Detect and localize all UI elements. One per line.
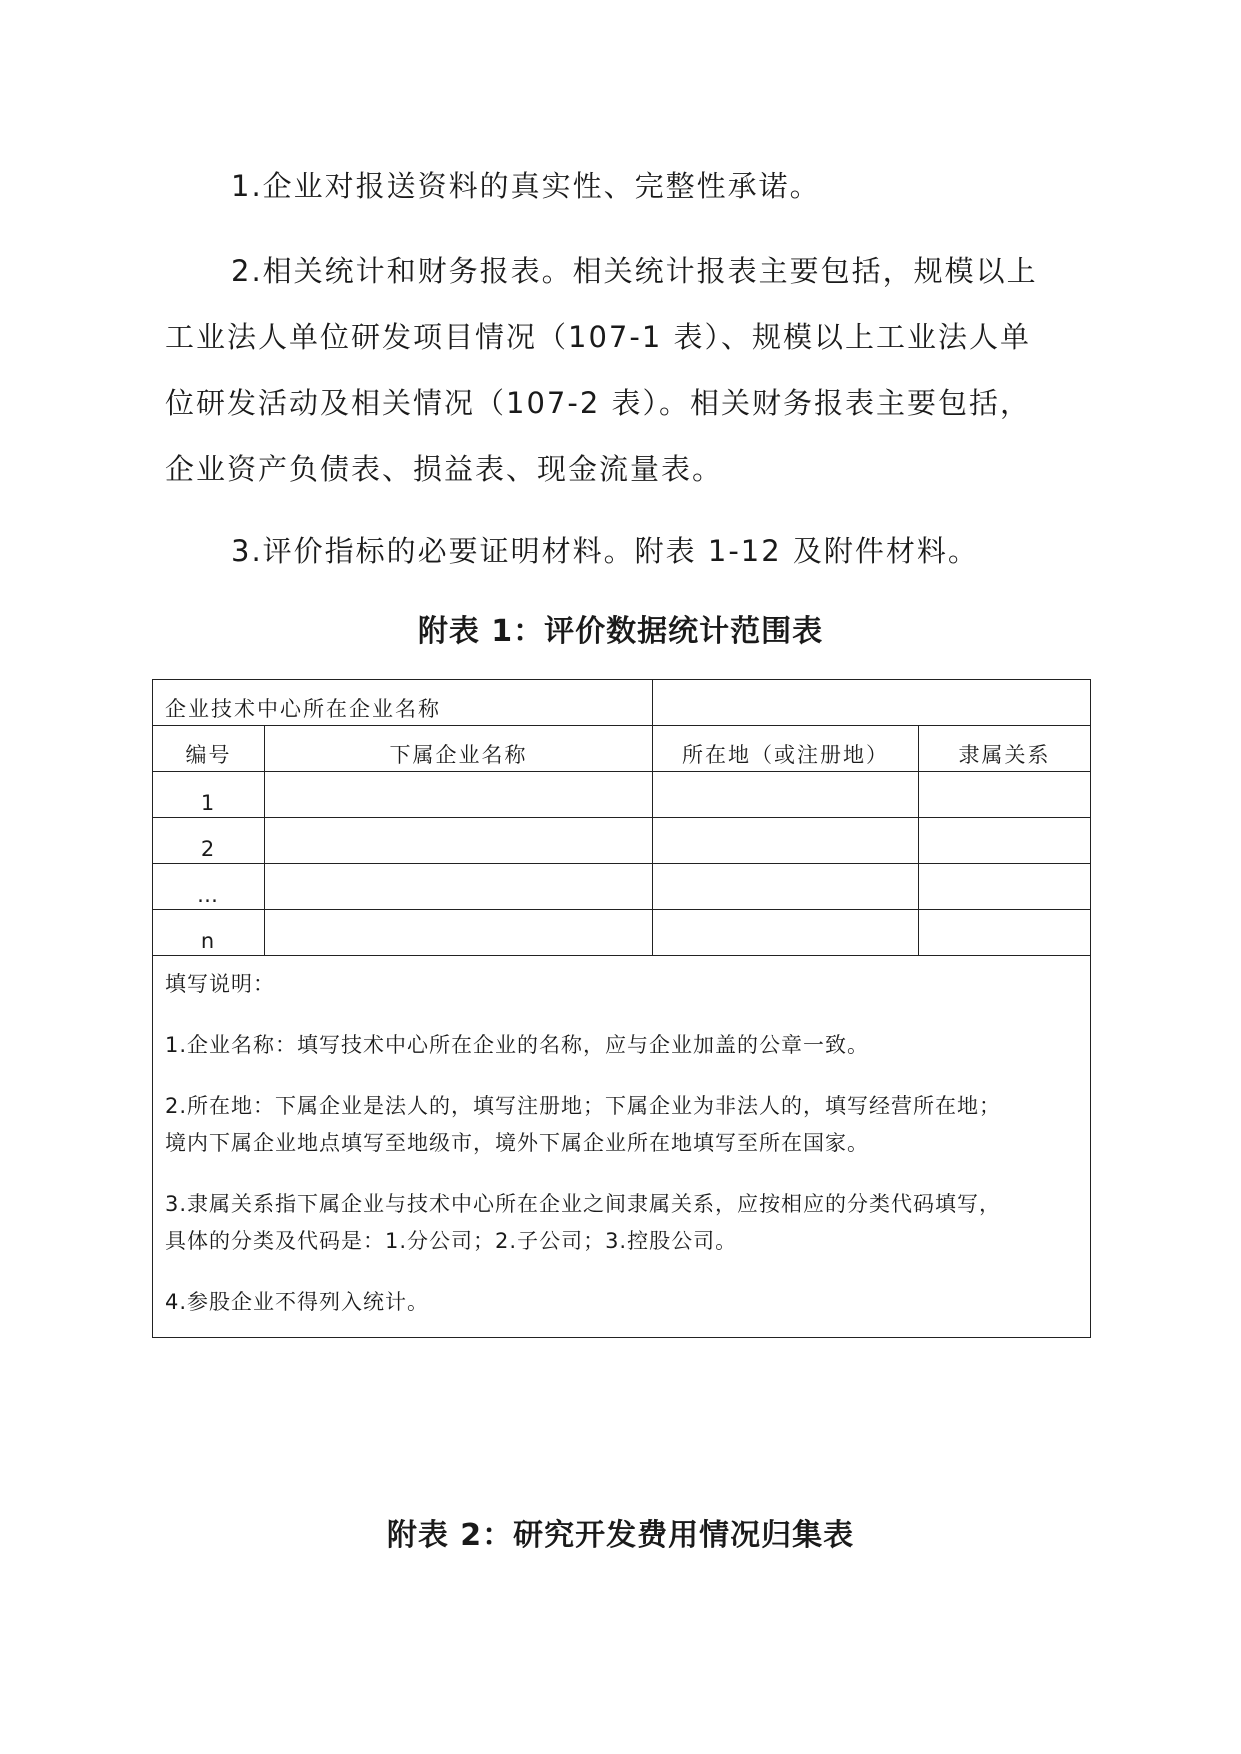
- notes-title: 填写说明：: [165, 972, 275, 996]
- table-row: [153, 864, 1091, 910]
- scope-table: [152, 679, 1091, 1338]
- table-row: [153, 910, 1091, 956]
- notes-row: [153, 956, 1091, 1338]
- location-cell[interactable]: [653, 864, 919, 910]
- row-number-cell: [153, 772, 265, 818]
- paragraph-2-line: 企业资产负债表、损益表、现金流量表。: [165, 452, 724, 486]
- note-item: [165, 1284, 1078, 1321]
- enterprise-name-label-cell: [153, 680, 653, 726]
- table-row: [153, 818, 1091, 864]
- row-number: 2: [200, 837, 217, 861]
- paragraph-1: [165, 153, 1161, 219]
- header-location: [653, 726, 919, 772]
- affiliation-cell[interactable]: [919, 772, 1091, 818]
- row-number: 1: [200, 791, 217, 815]
- table-1-caption: 附表 1：评价数据统计范围表: [417, 614, 824, 649]
- enterprise-name-row: [153, 680, 1091, 726]
- row-number: …: [197, 883, 220, 907]
- enterprise-name-label: 企业技术中心所在企业名称: [165, 697, 441, 721]
- row-number: n: [200, 929, 217, 953]
- paragraph-2-line: 位研发活动及相关情况（107-2 表）。相关财务报表主要包括，: [165, 386, 1031, 420]
- header-number-text: 编号: [185, 743, 232, 767]
- note-line: 2.所在地：下属企业是法人的，填写注册地；下属企业为非法人的，填写经营所在地；: [165, 1094, 1002, 1118]
- row-number-cell: [153, 910, 265, 956]
- table-row: [153, 772, 1091, 818]
- location-cell[interactable]: [653, 772, 919, 818]
- subsidiary-name-cell[interactable]: [265, 772, 653, 818]
- note-line: 具体的分类及代码是：1.分公司；2.子公司；3.控股公司。: [165, 1229, 738, 1253]
- note-item: [165, 1186, 1078, 1260]
- header-subsidiary-name-text: 下属企业名称: [389, 743, 528, 767]
- header-location-text: 所在地（或注册地）: [682, 743, 889, 767]
- note-line: 境内下属企业地点填写至地级市，境外下属企业所在地填写至所在国家。: [165, 1131, 869, 1155]
- note-item: [165, 1027, 1078, 1064]
- paragraph-1-text: 1.企业对报送资料的真实性、完整性承诺。: [231, 169, 821, 203]
- paragraph-3-text: 3.评价指标的必要证明材料。附表 1-12 及附件材料。: [231, 534, 979, 568]
- note-line: 1.企业名称：填写技术中心所在企业的名称，应与企业加盖的公章一致。: [165, 1033, 870, 1057]
- header-affiliation-text: 隶属关系: [958, 743, 1051, 767]
- paragraph-2-line: 2.相关统计和财务报表。相关统计报表主要包括，规模以上: [231, 254, 1038, 288]
- note-line: 3.隶属关系指下属企业与技术中心所在企业之间隶属关系，应按相应的分类代码填写，: [165, 1192, 1002, 1216]
- paragraph-2-line: 工业法人单位研发项目情况（107-1 表）、规模以上工业法人单: [165, 320, 1031, 354]
- notes-cell: [153, 956, 1091, 1338]
- location-cell[interactable]: [653, 910, 919, 956]
- header-affiliation: [919, 726, 1091, 772]
- header-number: [153, 726, 265, 772]
- affiliation-cell[interactable]: [919, 864, 1091, 910]
- note-item: [165, 1088, 1078, 1162]
- location-cell[interactable]: [653, 818, 919, 864]
- subsidiary-name-cell[interactable]: [265, 910, 653, 956]
- paragraph-2: [165, 238, 1095, 502]
- table-2-caption: 附表 2：研究开发费用情况归集表: [386, 1518, 855, 1553]
- paragraph-3: [165, 518, 1161, 584]
- subsidiary-name-cell[interactable]: [265, 864, 653, 910]
- row-number-cell: [153, 818, 265, 864]
- affiliation-cell[interactable]: [919, 910, 1091, 956]
- note-line: 4.参股企业不得列入统计。: [165, 1290, 430, 1314]
- enterprise-name-value-cell[interactable]: [653, 680, 1091, 726]
- header-subsidiary-name: [265, 726, 653, 772]
- subsidiary-name-cell[interactable]: [265, 818, 653, 864]
- row-number-cell: [153, 864, 265, 910]
- header-row: [153, 726, 1091, 772]
- affiliation-cell[interactable]: [919, 818, 1091, 864]
